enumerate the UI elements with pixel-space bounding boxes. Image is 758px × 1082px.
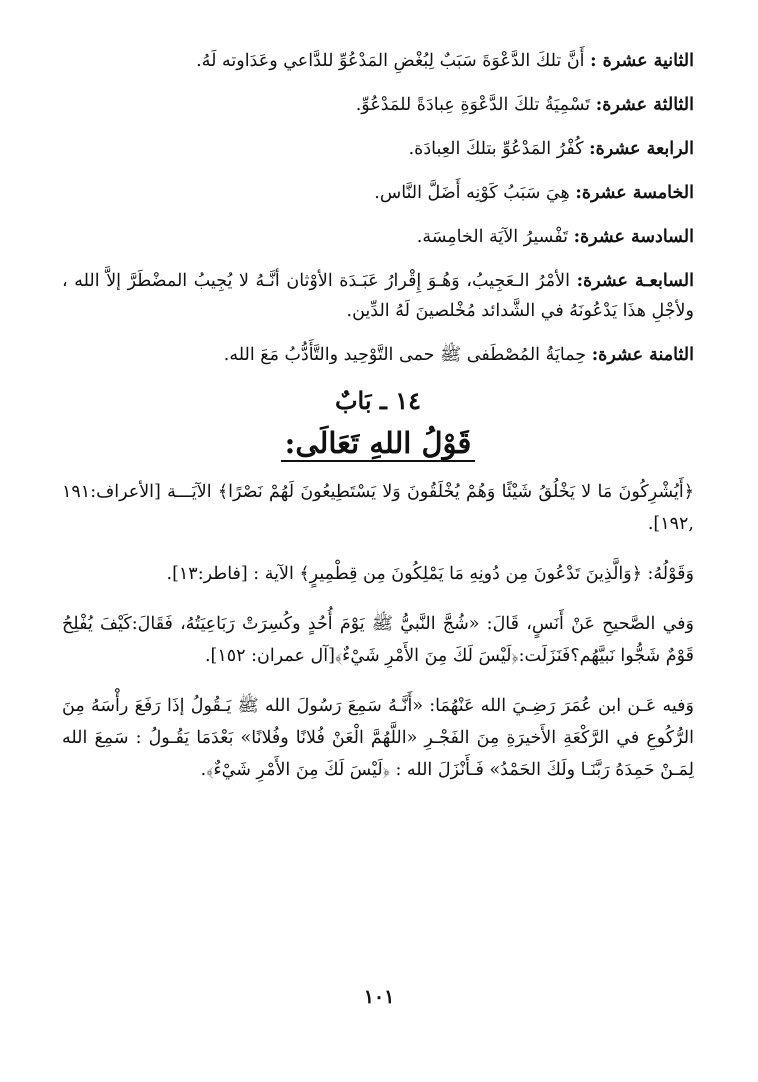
chapter-title bbox=[62, 422, 694, 464]
lesson-item bbox=[62, 134, 694, 164]
lesson-text: تَفْسيرُ الآيَة الخامِسَة. bbox=[416, 227, 568, 247]
lesson-item bbox=[62, 90, 694, 120]
chapter-number: ١٤ ـ بَابٌ bbox=[334, 386, 422, 415]
body-paragraph: وَفي الصَّحيحِ عَنْ أَنَسٍ، قَالَ: «شُجَّ النَّبيُّ ﷺ يَوْمَ أُحُدٍ وكُسِرَتْ رَبَاعِيَتُهُ، فَقَالَ:كَيْفَ يُفْلِحُ قَوْمٌ شَجُّوا نَبيَّهُم؟فَنَزَلَت:﴿لَيْسَ لَكَ مِنَ الأَمْرِ شَيْءٌ﴾[آل عمران: ١٥٢]. bbox=[62, 614, 694, 666]
lesson-label: الثامنة عشرة: bbox=[591, 345, 694, 365]
chapter-title-text: قَوْلُ اللهِ تَعَالَى: bbox=[281, 426, 476, 462]
lesson-item bbox=[62, 222, 694, 252]
lesson-text: هِيَ سَبَبُ كَوْنِه أَضَلَّ النَّاس. bbox=[374, 183, 570, 203]
lesson-label: الثانية عشرة : bbox=[590, 51, 694, 71]
lesson-text: تَسْمِيَةُ تلكَ الدَّعْوَةِ عِبادَةً للمَدْعُوِّ. bbox=[355, 95, 591, 115]
lesson-label: السادسة عشرة: bbox=[573, 227, 694, 247]
body-paragraph: ﴿أَيُشْرِكُونَ مَا لا يَخْلُقُ شَيْئًا وَهُمْ يُخْلَقُونَ وَلا يَسْتَطِيعُونَ لَهُمْ نَصْرًا﴾ الآيَـــة [الأعراف:١٩١ ,١٩٢]. bbox=[62, 482, 694, 534]
lesson-text: الأمْرُ الـعَجِيبُ، وَهُـوَ إِقْرارُ عَبَـدَة الأوْثان أنَّـهُ لا يُجِيبُ المضْطَرَّ إلاَّ الله ، ولأجْلِ هذَا يَدْعُونَهُ في الشَّدائد مُخْلصينَ لَهُ الدِّين. bbox=[62, 271, 694, 321]
body-paragraph: وَفيه عَـن ابن عُمَرَ رَضِـيَ الله عَنْهُمَا: «أَنَّـهُ سَمِعَ رَسُولَ الله ﷺ يَـقُولُ إذَا رَفَعَ رأْسَهُ مِنَ الرُّكُوعِ في الرَّكْعَةِ الأَخيرَةِ مِنَ الفَجْـرِ «اللَّهُمَّ الْعَنْ فُلانًا وفُلانًا» بَعْدَمَا يَقُـولُ : سَمِعَ الله لِمَـنْ حَمِدَهُ رَبَّنَـا ولَكَ الحَمْدُ» فَـأَنْزَلَ الله : ﴿لَيْسَ لَكَ مِنَ الأَمْرِ شَيْءٌ﴾. bbox=[62, 696, 694, 780]
lesson-text: كُفْرُ المَدْعُوِّ بتلكَ العِبادَة. bbox=[408, 139, 584, 159]
lesson-item bbox=[62, 178, 694, 208]
lesson-label: الخامسة عشرة: bbox=[575, 183, 694, 203]
lesson-text: حِمايَةُ المُصْطَفى ﷺ حمى التَّوْحِيد والتَّأَدُّبُ مَعَ الله. bbox=[223, 345, 587, 365]
lesson-text: أَنَّ تلكَ الدَّعْوَةَ سَبَبٌ لِبُغْضِ المَدْعُوِّ للدَّاعي وعَدَاوته لَهُ. bbox=[196, 51, 585, 71]
lesson-label: السابعـة عشرة: bbox=[576, 271, 694, 291]
lesson-label: الرابعة عشرة: bbox=[589, 139, 694, 159]
lesson-item bbox=[62, 46, 694, 76]
lesson-item bbox=[62, 266, 694, 326]
body-paragraph: وَقَوْلُهُ: ﴿وَالَّذِينَ تَدْعُونَ مِن دُونِهِ مَا يَمْلِكُونَ مِن قِطْمِيرٍ﴾ الآية : [فاطر:١٣]. bbox=[166, 564, 694, 584]
lesson-label: الثالثة عشرة: bbox=[595, 95, 694, 115]
lesson-item bbox=[62, 340, 694, 370]
page-number: ١٠١ bbox=[363, 986, 395, 1008]
lessons-list bbox=[62, 46, 694, 370]
